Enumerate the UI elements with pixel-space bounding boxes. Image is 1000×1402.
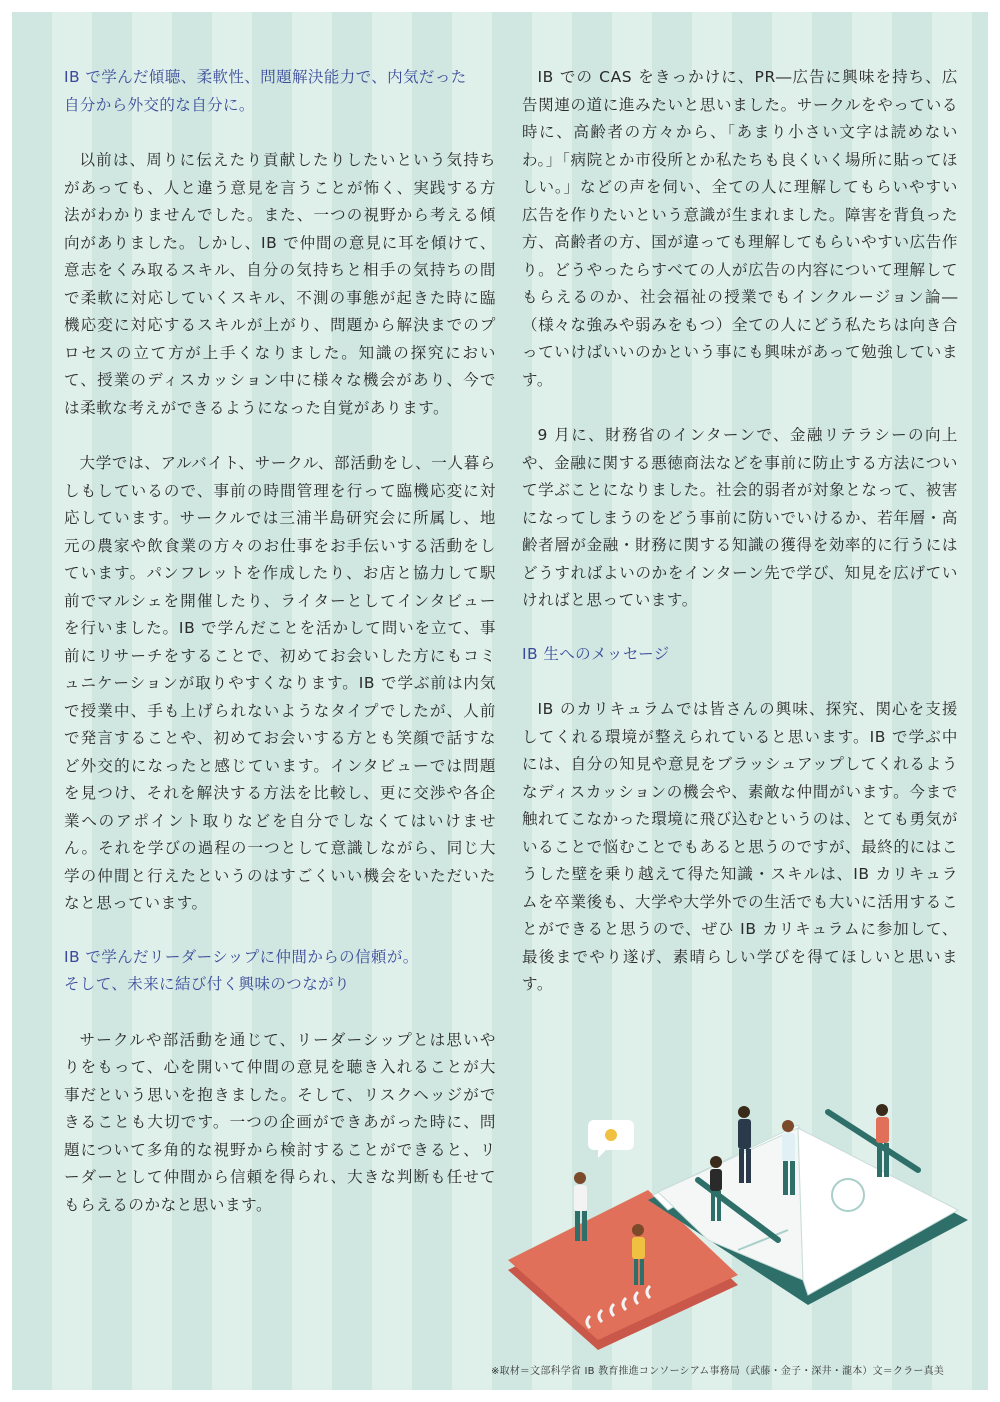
paragraph-right-3: IB のカリキュラムでは皆さんの興味、探究、関心を支援してくれる環境が整えられていると思います。IB で学ぶ中には、自分の知見や意見をブラッシュアップしてくれるようなディスカッションの機会や、素敵な仲間がいます。今まで触れてこなかった環境に飛び込むというのは、とても勇気がいることで悩むことでもあると思うのですが、最終的にはこうした壁を乗り越えて得た知識・スキルは、IB カリキュラムを卒業後も、大学や大学外での生活でも大いに活用することができると思うので、ぜひ IB カリキュラムに参加して、最後までやり遂げ、素晴らしい学びを得てほしいと思います。 <box>522 700 958 993</box>
people-on-books-icon <box>498 1100 974 1350</box>
heading-2-line-2: そして、未来に結び付く興味のつながり <box>64 975 350 993</box>
paragraph-right-1: IB での CAS をきっかけに、PR―広告に興味を持ち、広告関連の道に進みたいと思いました。サークルをやっている時に、高齢者の方々から、「あまり小さい文字は読めないわ。」「病院とか市役所とか私たちも良くいく場所に貼ってほしい。」などの声を伺い、全ての人に理解してもらいやすい広告を作りたいという意識が生まれました。障害を背負った方、高齢者の方、国が違っても理解してもらいやすい広告作り。どうやったらすべての人が広告の内容について理解してもらえるのか、社会福祉の授業でもインクルージョン論―（様々な強みや弱みをもつ）全ての人にどう私たちは向き合っていけばいいのかという事にも興味があって勉強しています。 <box>522 68 958 389</box>
section-heading-2 <box>64 944 496 999</box>
paragraph-right-2: 9 月に、財務省のインターンで、金融リテラシーの向上や、金融に関する悪徳商法などを事前に防止する方法について学ぶことになりました。社会的弱者が対象となって、被害になってしまうのをどう事前に防いでいけるか、若年層・高齢者層が金融・財務に関する知識の獲得を効率的に行うにはどうすればよいのかをインターン先で学び、知見を広げていければと思っています。 <box>522 426 958 609</box>
right-column <box>522 64 958 999</box>
heading-2-line-1: IB で学んだリーダーシップに仲間からの信頼が。 <box>64 947 419 966</box>
paragraph-left-1: 以前は、周りに伝えたり貢献したりしたいという気持ちがあっても、人と違う意見を言うことが怖く、実践する方法がわかりませんでした。また、一つの視野から考える傾向がありました。しかし、IB で仲間の意見に耳を傾けて、意志をくみ取るスキル、自分の気持ちと相手の気持ちの間で柔軟に対応していくスキル、不測の事態が起きた時に臨機応変に対応するスキルが上がり、問題から解決までのプロセスの立て方が上手くなりました。知識の探究において、授業のディスカッション中に様々な機会があり、今では柔軟な考えができるようになった自覚があります。 <box>64 151 496 417</box>
speech-bubble-icon <box>588 1120 634 1158</box>
credit-line: ※取材＝文部科学省 IB 教育推進コンソーシアム事務局（武藤・金子・深井・瀧本）文＝クラー真美 <box>490 1366 944 1377</box>
section-heading-1 <box>64 64 496 119</box>
paragraph-left-2: 大学では、アルバイト、サークル、部活動をし、一人暮らしもしているので、事前の時間管理を行って臨機応変に対応しています。サークルでは三浦半島研究会に所属し、地元の農家や飲食業の方々のお仕事をお手伝いする活動をしています。パンフレットを作成したり、お店と協力して駅前でマルシェを開催したり、ライターとしてインタビューを行いました。IB で学んだことを活かして問いを立て、事前にリサーチをすることで、初めてお会いした方にもコミュニケーションが取りやすくなります。IB で学ぶ前は内気で授業中、手も上げられないようなタイプでしたが、人前で発言することや、初めてお会いする方とも笑顔で話すなど外交的になったと感じています。インタビューでは問題を見つけ、それを解決する方法を比較し、更に交渉や各企業へのアポイント取りなどを自分でしなくてはいけません。それを学びの過程の一つとして意識しながら、同じ大学の仲間と行えたというのはすごくいい機会をいただいたなと思っています。 <box>64 454 496 912</box>
left-column <box>64 64 496 1219</box>
heading-1-line-2: 自分から外交的な自分に。 <box>64 95 255 114</box>
heading-1-line-1: IB で学んだ傾聴、柔軟性、問題解決能力で、内気だった <box>64 68 467 86</box>
paragraph-left-3: サークルや部活動を通じて、リーダーシップとは思いやりをもって、心を開いて仲間の意見を聴き入れることが大事だという思いを抱きました。そして、リスクヘッジができることも大切です。一つの企画ができあがった時に、問題について多角的な視野から検討することができると、リーダーとして仲間から信頼を得られ、大きな判断も任せてもらえるのかなと思います。 <box>64 1030 496 1214</box>
section-heading-3: IB 生へのメッセージ <box>522 644 670 663</box>
